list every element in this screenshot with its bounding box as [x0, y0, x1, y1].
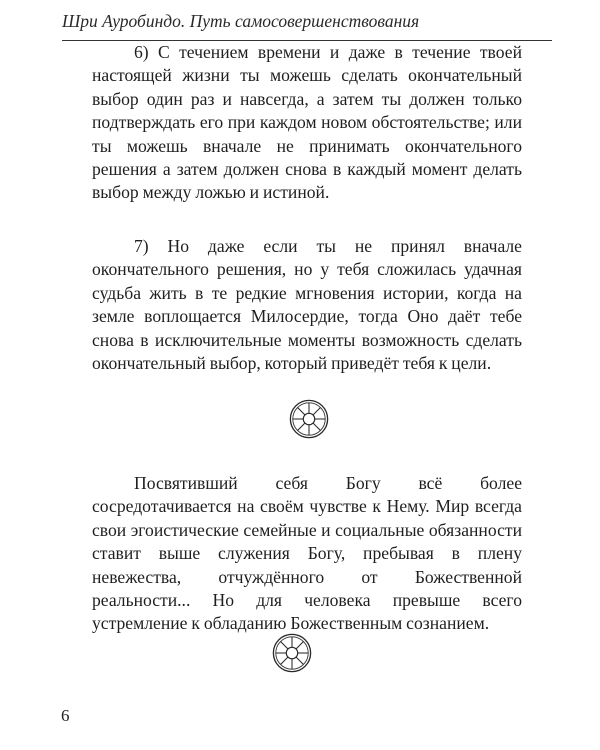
paragraph-7: 7) Но даже если ты не принял вначале окончательного решения, но у тебя сложилась удачная судьба жить в те редкие мгновения истории, когда на земле воплощается Милосердие, тогда Оно даёт тебе снова в исключительные моменты возможность сделать окончательный выбор, который приведёт тебя к цели. [92, 236, 522, 374]
paragraph-devotion: Посвятивший себя Богу всё более сосредотачивается на своём чувстве к Нему. Мир всегда свои эгоистические семейные и социальные обязанности ставит выше служения Богу, пребывая в плену невежества, отчуждённого от Божественной реальности... Но для человека превыше всего устремление к обладанию Божественным сознанием. [92, 473, 522, 634]
page-number: 6 [61, 706, 70, 725]
paragraph-6: 6) С течением времени и даже в течение твоей настоящей жизни ты можешь сделать окончательный выбор один раз и навсегда, а затем ты должен только подтверждать его при каждом новом обстоятельстве; или ты можешь вначале не принимать окончательного решения а затем должен снова в каждый момент делать выбор между ложью и истиной. [92, 42, 522, 203]
lotus-mandala-icon [288, 398, 330, 440]
running-header [62, 4, 552, 41]
running-title: Шри Ауробиндо. Путь самосовершенствования [62, 11, 420, 31]
lotus-mandala-icon [271, 632, 313, 674]
